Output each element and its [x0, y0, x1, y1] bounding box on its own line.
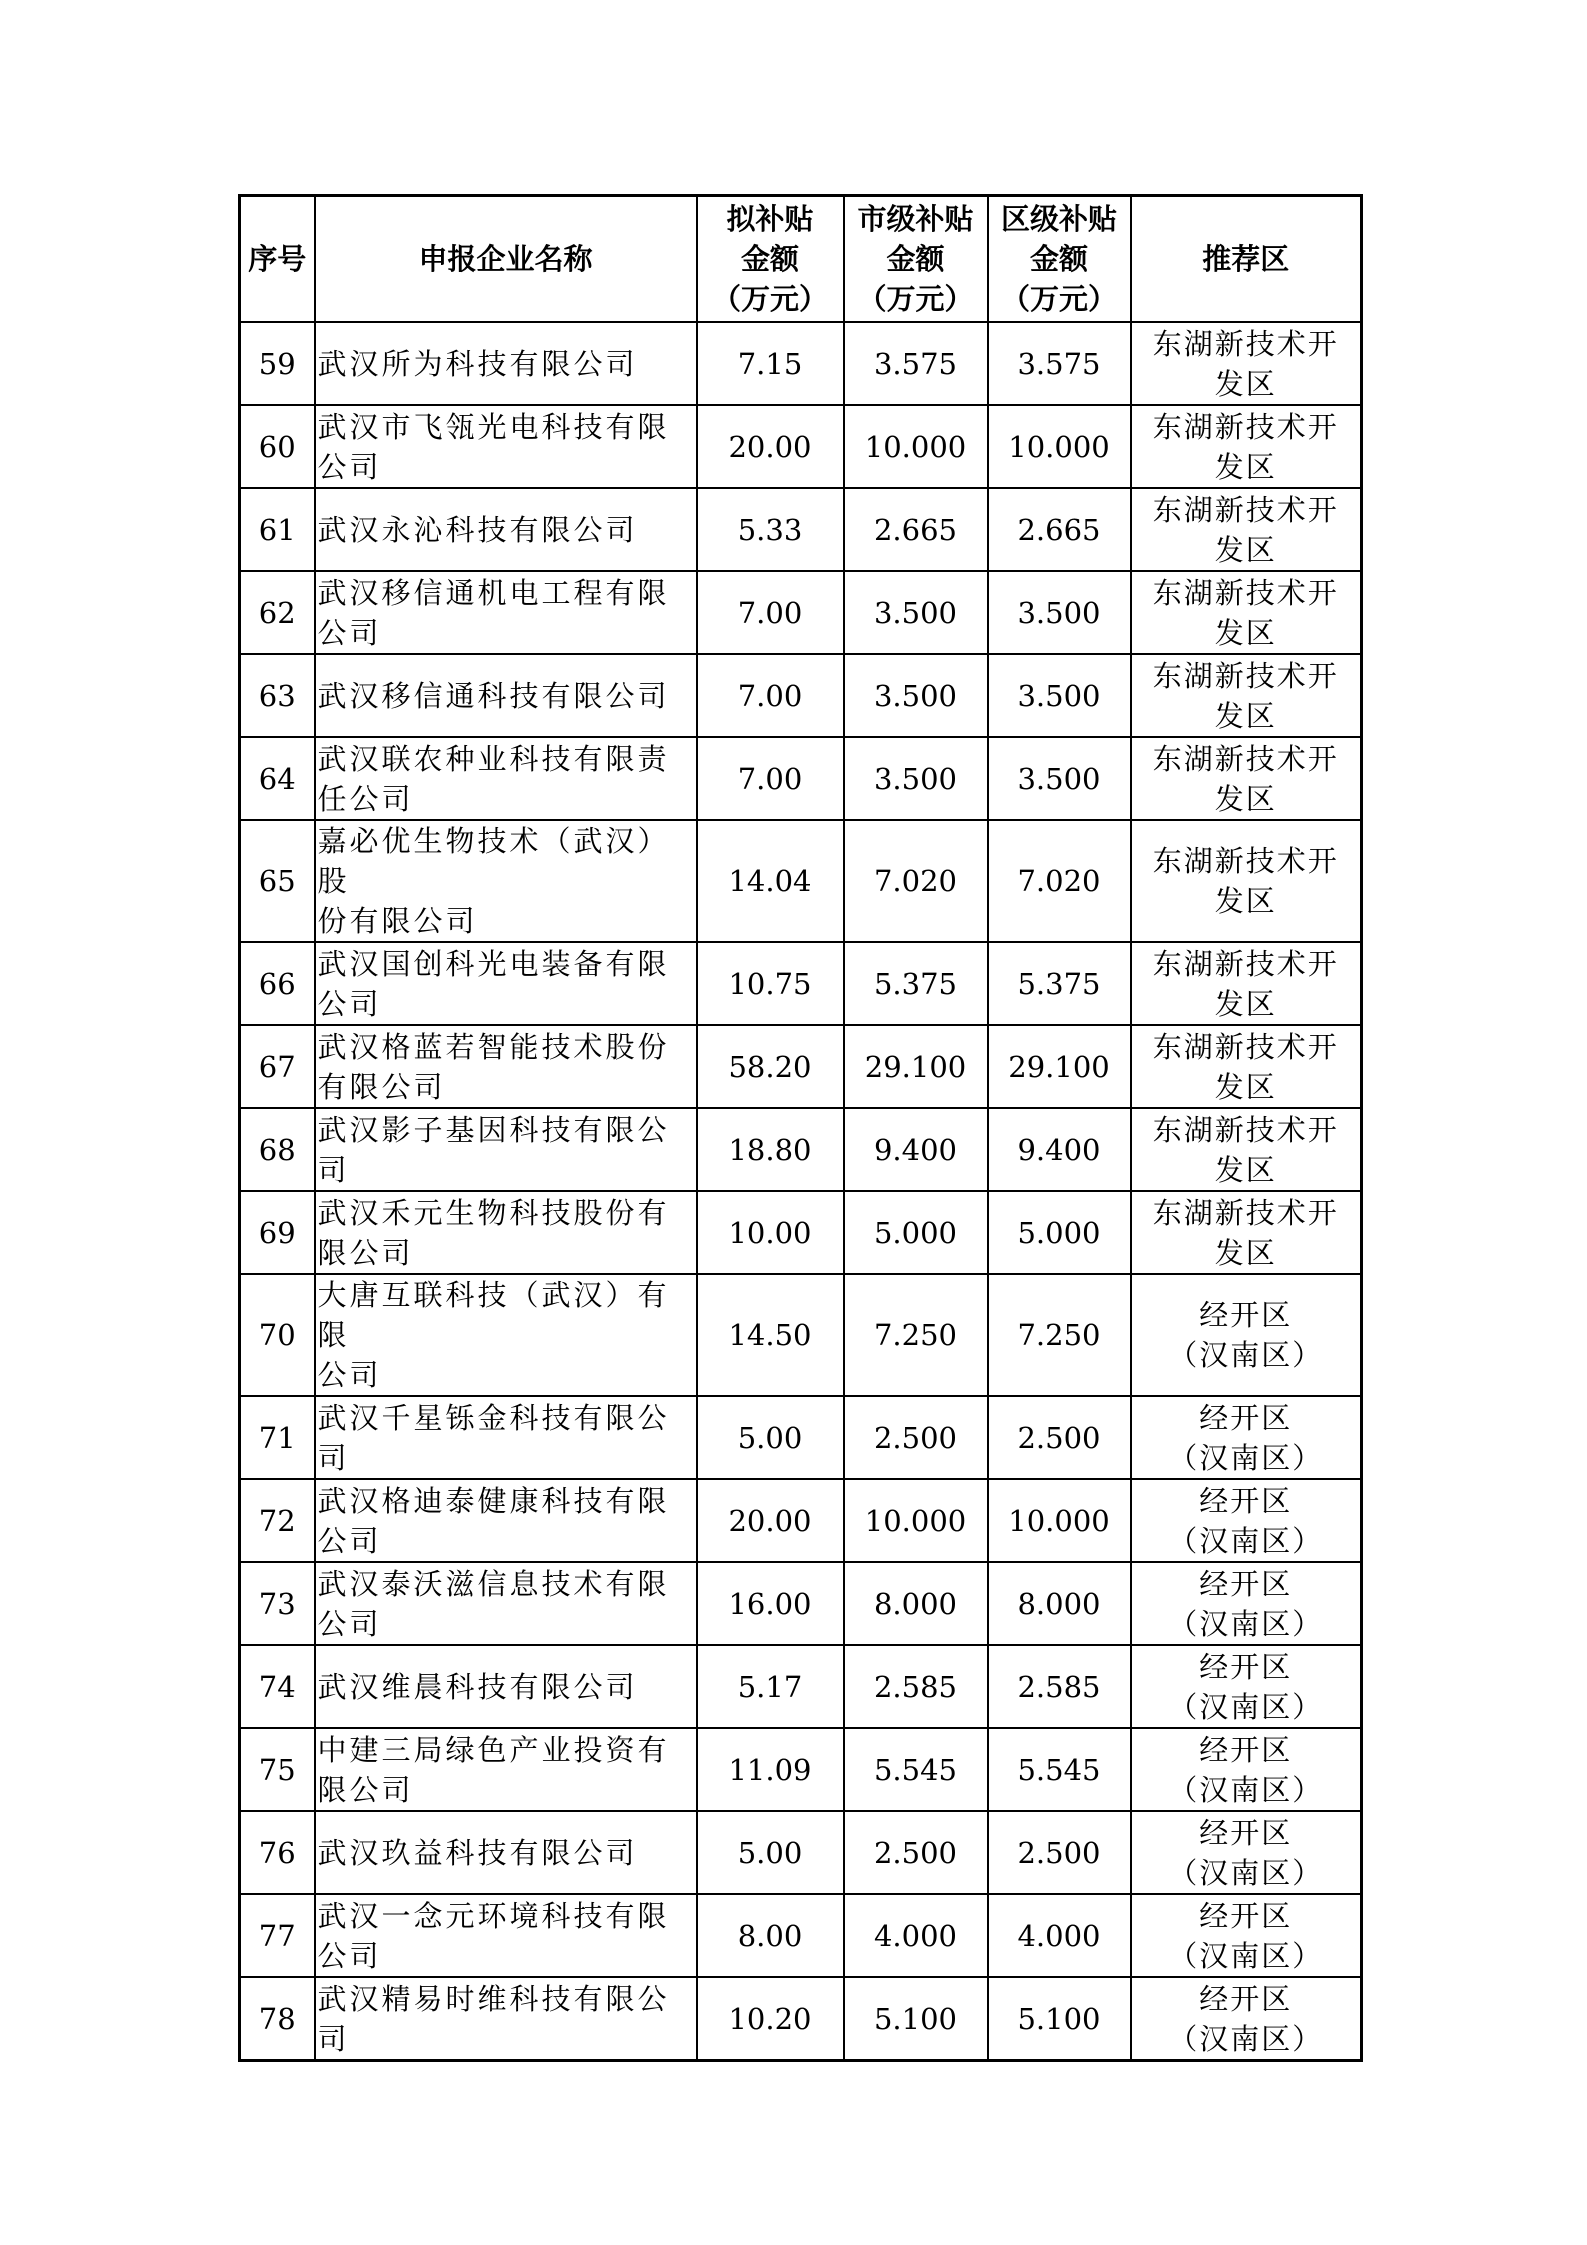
row-number: 75 — [240, 1728, 315, 1811]
recommended-region: 东湖新技术开 发区 — [1131, 571, 1362, 654]
district-amount: 5.100 — [988, 1977, 1131, 2061]
table-row — [240, 942, 1362, 1025]
recommended-region: 东湖新技术开 发区 — [1131, 1025, 1362, 1108]
table-row — [240, 737, 1362, 820]
table-row — [240, 1728, 1362, 1811]
recommended-region: 东湖新技术开 发区 — [1131, 1108, 1362, 1191]
recommended-region: 经开区 （汉南区） — [1131, 1562, 1362, 1645]
district-amount: 9.400 — [988, 1108, 1131, 1191]
company-name: 中建三局绿色产业投资有 限公司 — [315, 1728, 697, 1811]
proposed-amount: 10.00 — [697, 1191, 844, 1274]
company-name: 武汉联农种业科技有限责 任公司 — [315, 737, 697, 820]
recommended-region: 东湖新技术开 发区 — [1131, 942, 1362, 1025]
district-amount: 7.250 — [988, 1274, 1131, 1396]
row-number: 65 — [240, 820, 315, 942]
table-header-row — [240, 196, 1362, 323]
company-name: 武汉精易时维科技有限公 司 — [315, 1977, 697, 2061]
proposed-amount: 14.04 — [697, 820, 844, 942]
table-row — [240, 405, 1362, 488]
header-region: 推荐区 — [1131, 196, 1362, 323]
company-name: 武汉移信通机电工程有限 公司 — [315, 571, 697, 654]
table-row — [240, 1811, 1362, 1894]
district-amount: 10.000 — [988, 1479, 1131, 1562]
table-row — [240, 1274, 1362, 1396]
proposed-amount: 8.00 — [697, 1894, 844, 1977]
city-amount: 7.020 — [844, 820, 988, 942]
header-city-amount: 市级补贴 金额 （万元） — [844, 196, 988, 323]
row-number: 72 — [240, 1479, 315, 1562]
district-amount: 5.000 — [988, 1191, 1131, 1274]
proposed-amount: 10.75 — [697, 942, 844, 1025]
company-name: 武汉移信通科技有限公司 — [315, 654, 697, 737]
district-amount: 7.020 — [988, 820, 1131, 942]
row-number: 59 — [240, 322, 315, 405]
city-amount: 8.000 — [844, 1562, 988, 1645]
company-name: 武汉泰沃滋信息技术有限 公司 — [315, 1562, 697, 1645]
district-amount: 2.500 — [988, 1396, 1131, 1479]
city-amount: 2.500 — [844, 1396, 988, 1479]
recommended-region: 经开区 （汉南区） — [1131, 1811, 1362, 1894]
company-name: 大唐互联科技（武汉）有限 公司 — [315, 1274, 697, 1396]
district-amount: 29.100 — [988, 1025, 1131, 1108]
district-amount: 10.000 — [988, 405, 1131, 488]
subsidy-table — [238, 194, 1363, 2062]
district-amount: 3.500 — [988, 571, 1131, 654]
proposed-amount: 20.00 — [697, 405, 844, 488]
table-row — [240, 1025, 1362, 1108]
row-number: 62 — [240, 571, 315, 654]
proposed-amount: 5.00 — [697, 1811, 844, 1894]
row-number: 69 — [240, 1191, 315, 1274]
city-amount: 4.000 — [844, 1894, 988, 1977]
company-name: 武汉市飞瓴光电科技有限 公司 — [315, 405, 697, 488]
proposed-amount: 18.80 — [697, 1108, 844, 1191]
table-row — [240, 1396, 1362, 1479]
proposed-amount: 16.00 — [697, 1562, 844, 1645]
city-amount: 3.500 — [844, 737, 988, 820]
proposed-amount: 5.33 — [697, 488, 844, 571]
district-amount: 5.375 — [988, 942, 1131, 1025]
company-name: 武汉千星铄金科技有限公 司 — [315, 1396, 697, 1479]
table-row — [240, 488, 1362, 571]
recommended-region: 经开区 （汉南区） — [1131, 1894, 1362, 1977]
city-amount: 5.545 — [844, 1728, 988, 1811]
recommended-region: 东湖新技术开 发区 — [1131, 820, 1362, 942]
table-row — [240, 322, 1362, 405]
district-amount: 4.000 — [988, 1894, 1131, 1977]
city-amount: 2.585 — [844, 1645, 988, 1728]
table-row — [240, 1894, 1362, 1977]
row-number: 76 — [240, 1811, 315, 1894]
table-row — [240, 1977, 1362, 2061]
row-number: 74 — [240, 1645, 315, 1728]
row-number: 73 — [240, 1562, 315, 1645]
district-amount: 2.665 — [988, 488, 1131, 571]
company-name: 武汉一念元环境科技有限 公司 — [315, 1894, 697, 1977]
district-amount: 2.500 — [988, 1811, 1131, 1894]
proposed-amount: 20.00 — [697, 1479, 844, 1562]
city-amount: 5.375 — [844, 942, 988, 1025]
company-name: 武汉格迪泰健康科技有限 公司 — [315, 1479, 697, 1562]
city-amount: 3.575 — [844, 322, 988, 405]
company-name: 武汉国创科光电装备有限 公司 — [315, 942, 697, 1025]
recommended-region: 经开区 （汉南区） — [1131, 1274, 1362, 1396]
row-number: 70 — [240, 1274, 315, 1396]
recommended-region: 经开区 （汉南区） — [1131, 1645, 1362, 1728]
city-amount: 2.500 — [844, 1811, 988, 1894]
district-amount: 2.585 — [988, 1645, 1131, 1728]
row-number: 63 — [240, 654, 315, 737]
header-district-amount: 区级补贴 金额 （万元） — [988, 196, 1131, 323]
row-number: 77 — [240, 1894, 315, 1977]
proposed-amount: 58.20 — [697, 1025, 844, 1108]
city-amount: 5.000 — [844, 1191, 988, 1274]
city-amount: 7.250 — [844, 1274, 988, 1396]
proposed-amount: 7.15 — [697, 322, 844, 405]
proposed-amount: 7.00 — [697, 654, 844, 737]
recommended-region: 东湖新技术开 发区 — [1131, 322, 1362, 405]
recommended-region: 东湖新技术开 发区 — [1131, 405, 1362, 488]
row-number: 67 — [240, 1025, 315, 1108]
recommended-region: 东湖新技术开 发区 — [1131, 737, 1362, 820]
table-row — [240, 1645, 1362, 1728]
city-amount: 9.400 — [844, 1108, 988, 1191]
row-number: 71 — [240, 1396, 315, 1479]
district-amount: 5.545 — [988, 1728, 1131, 1811]
company-name: 武汉永沁科技有限公司 — [315, 488, 697, 571]
proposed-amount: 5.00 — [697, 1396, 844, 1479]
city-amount: 10.000 — [844, 1479, 988, 1562]
company-name: 武汉禾元生物科技股份有 限公司 — [315, 1191, 697, 1274]
district-amount: 3.500 — [988, 654, 1131, 737]
company-name: 武汉影子基因科技有限公 司 — [315, 1108, 697, 1191]
table-row — [240, 1108, 1362, 1191]
header-proposed-amount: 拟补贴 金额 （万元） — [697, 196, 844, 323]
city-amount: 3.500 — [844, 654, 988, 737]
proposed-amount: 7.00 — [697, 571, 844, 654]
row-number: 60 — [240, 405, 315, 488]
company-name: 武汉所为科技有限公司 — [315, 322, 697, 405]
company-name: 武汉玖益科技有限公司 — [315, 1811, 697, 1894]
district-amount: 8.000 — [988, 1562, 1131, 1645]
recommended-region: 经开区 （汉南区） — [1131, 1479, 1362, 1562]
recommended-region: 经开区 （汉南区） — [1131, 1728, 1362, 1811]
city-amount: 5.100 — [844, 1977, 988, 2061]
proposed-amount: 14.50 — [697, 1274, 844, 1396]
row-number: 78 — [240, 1977, 315, 2061]
company-name: 武汉维晨科技有限公司 — [315, 1645, 697, 1728]
proposed-amount: 11.09 — [697, 1728, 844, 1811]
table-row — [240, 654, 1362, 737]
city-amount: 3.500 — [844, 571, 988, 654]
header-company-name: 申报企业名称 — [315, 196, 697, 323]
district-amount: 3.500 — [988, 737, 1131, 820]
city-amount: 2.665 — [844, 488, 988, 571]
company-name: 嘉必优生物技术（武汉）股 份有限公司 — [315, 820, 697, 942]
table-row — [240, 1191, 1362, 1274]
table-row — [240, 1479, 1362, 1562]
company-name: 武汉格蓝若智能技术股份 有限公司 — [315, 1025, 697, 1108]
city-amount: 10.000 — [844, 405, 988, 488]
city-amount: 29.100 — [844, 1025, 988, 1108]
table-body — [240, 322, 1362, 2061]
proposed-amount: 10.20 — [697, 1977, 844, 2061]
recommended-region: 经开区 （汉南区） — [1131, 1396, 1362, 1479]
proposed-amount: 5.17 — [697, 1645, 844, 1728]
row-number: 68 — [240, 1108, 315, 1191]
recommended-region: 经开区 （汉南区） — [1131, 1977, 1362, 2061]
row-number: 66 — [240, 942, 315, 1025]
recommended-region: 东湖新技术开 发区 — [1131, 654, 1362, 737]
recommended-region: 东湖新技术开 发区 — [1131, 1191, 1362, 1274]
table-row — [240, 1562, 1362, 1645]
header-no: 序号 — [240, 196, 315, 323]
table-row — [240, 571, 1362, 654]
proposed-amount: 7.00 — [697, 737, 844, 820]
table-row — [240, 820, 1362, 942]
row-number: 64 — [240, 737, 315, 820]
district-amount: 3.575 — [988, 322, 1131, 405]
row-number: 61 — [240, 488, 315, 571]
recommended-region: 东湖新技术开 发区 — [1131, 488, 1362, 571]
